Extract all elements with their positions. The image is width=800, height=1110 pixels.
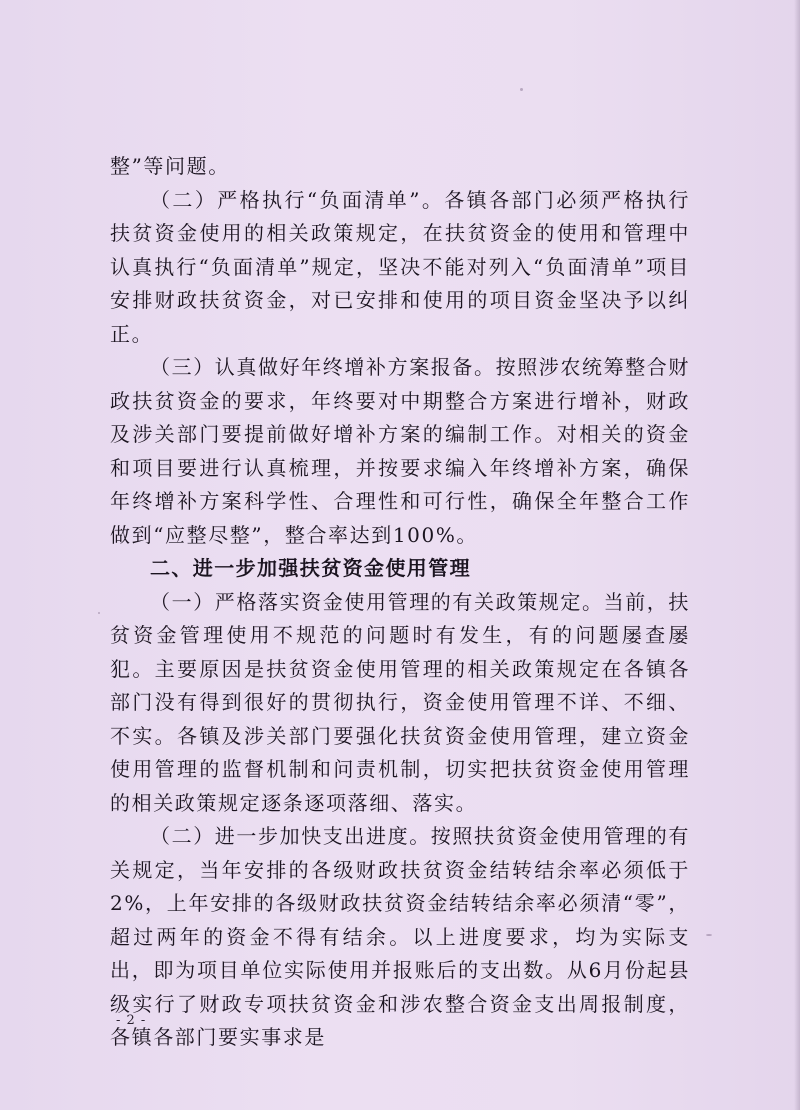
paragraph-continuation: 整”等问题。 [110,154,230,178]
page-edge-shadow [794,0,800,1110]
paragraph-negative-list: （二）严格执行“负面清单”。各镇各部门必须严格执行扶贫资金使用的相关政策规定，在扶贫资金的使用和管理中认真执行“负面清单”规定，坚决不能对列入“负面清单”项目安排财政扶贫资金，对已安排和使用的项目资金坚决予以纠正。 [110,187,690,346]
paragraph-policy-implementation: （一）严格落实资金使用管理的有关政策规定。当前，扶贫资金管理使用不规范的问题时有发生，有的问题屡查屡犯。主要原因是扶贫资金使用管理的相关政策规定在各镇各部门没有得到很好的贯彻执行，资金使用管理不详、不细、不实。各镇及涉关部门要强化扶贫资金使用管理，建立资金使用管理的监督机制和问责机制，切实把扶贫资金使用管理的相关政策规定逐条逐项落细、落实。 [110,589,690,815]
scan-speck [98,612,100,614]
paragraph-year-end-plan: （三）认真做好年终增补方案报备。按照涉农统筹整合财政扶贫资金的要求，年终要对中期整合方案进行增补，财政及涉关部门要提前做好增补方案的编制工作。对相关的资金和项目要进行认真梳理，并按要求编入年终增补方案，确保年终增补方案科学性、合理性和可行性，确保全年整合工作做到“应整尽整”，整合率达到100%。 [110,355,690,547]
scan-speck [706,934,712,936]
paragraph-expenditure-progress: （二）进一步加快支出进度。按照扶贫资金使用管理的有关规定，当年安排的各级财政扶贫资金结转结余率必须低于2%，上年安排的各级财政扶贫资金结转结余率必须清“零”，超过两年的资金不得有结余。以上进度要求，均为实际支出，即为项目单位实际使用并报账后的支出数。从6月份起县级实行了财政专项扶贫资金和涉农整合资金支出周报制度，各镇各部门要实事求是 [110,824,690,1049]
scan-speck [520,88,523,91]
section-heading: 二、进一步加强扶贫资金使用管理 [150,556,471,580]
document-body [110,150,690,1055]
page-number: - 2 - [116,1013,147,1028]
